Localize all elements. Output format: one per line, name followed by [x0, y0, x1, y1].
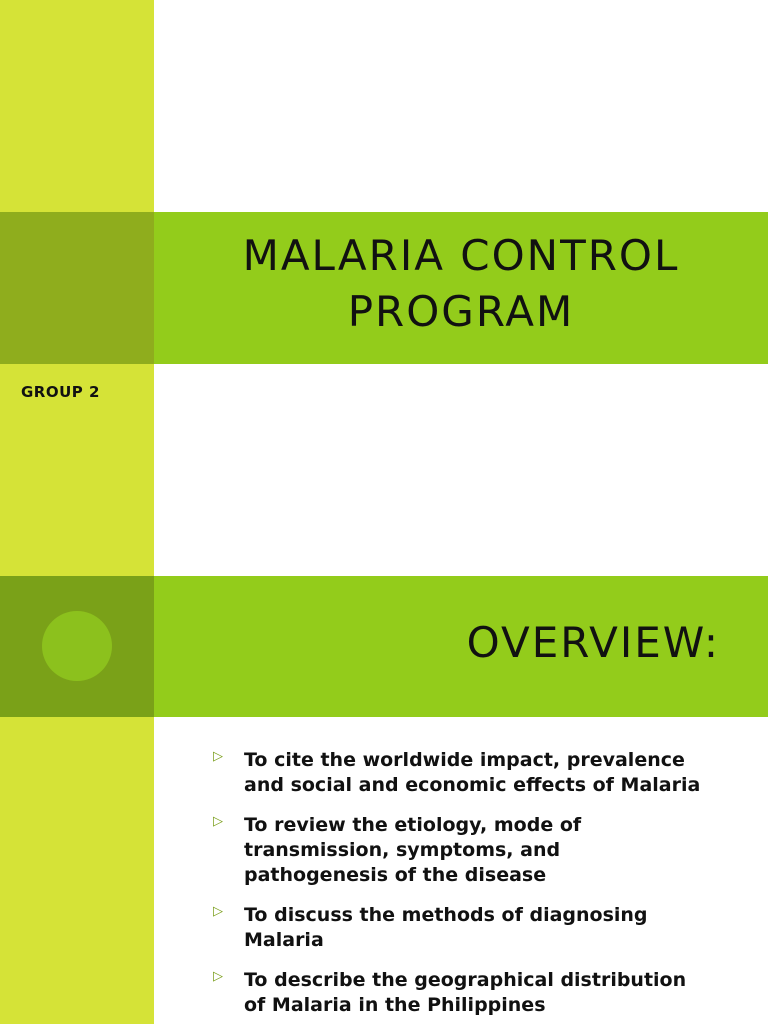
bullet-list [210, 748, 710, 1024]
bullet-text: To review the etiology, mode of transmission, symptoms, and pathogenesis of the disease [244, 814, 582, 886]
heading-band-left-block [0, 576, 154, 717]
list-item [210, 968, 710, 1018]
list-item [210, 813, 710, 888]
bullet-chevron-icon: ▷ [213, 904, 223, 919]
bullet-text: To discuss the methods of diagnosing Malaria [244, 904, 648, 951]
bullet-text: To cite the worldwide impact, prevalence and social and economic effects of Malaria [244, 749, 701, 796]
bullet-chevron-icon: ▷ [213, 969, 223, 984]
slide-subtitle: GROUP 2 [21, 383, 100, 401]
bullet-chevron-icon: ▷ [213, 814, 223, 829]
title-band-left-block [0, 212, 154, 364]
list-item [210, 903, 710, 953]
title-band [0, 212, 768, 364]
overview-heading: OVERVIEW: [466, 618, 720, 667]
list-item [210, 748, 710, 798]
title-line-1: MALARIA CONTROL [242, 231, 680, 280]
heading-band [0, 576, 768, 717]
slide-overview [0, 576, 768, 1024]
slide-title-text [154, 228, 768, 340]
bullet-text: To describe the geographical distribution of Malaria in the Philippines [244, 969, 687, 1016]
bullet-chevron-icon: ▷ [213, 749, 223, 764]
decorative-circle [42, 611, 112, 681]
title-line-2: PROGRAM [347, 287, 575, 336]
